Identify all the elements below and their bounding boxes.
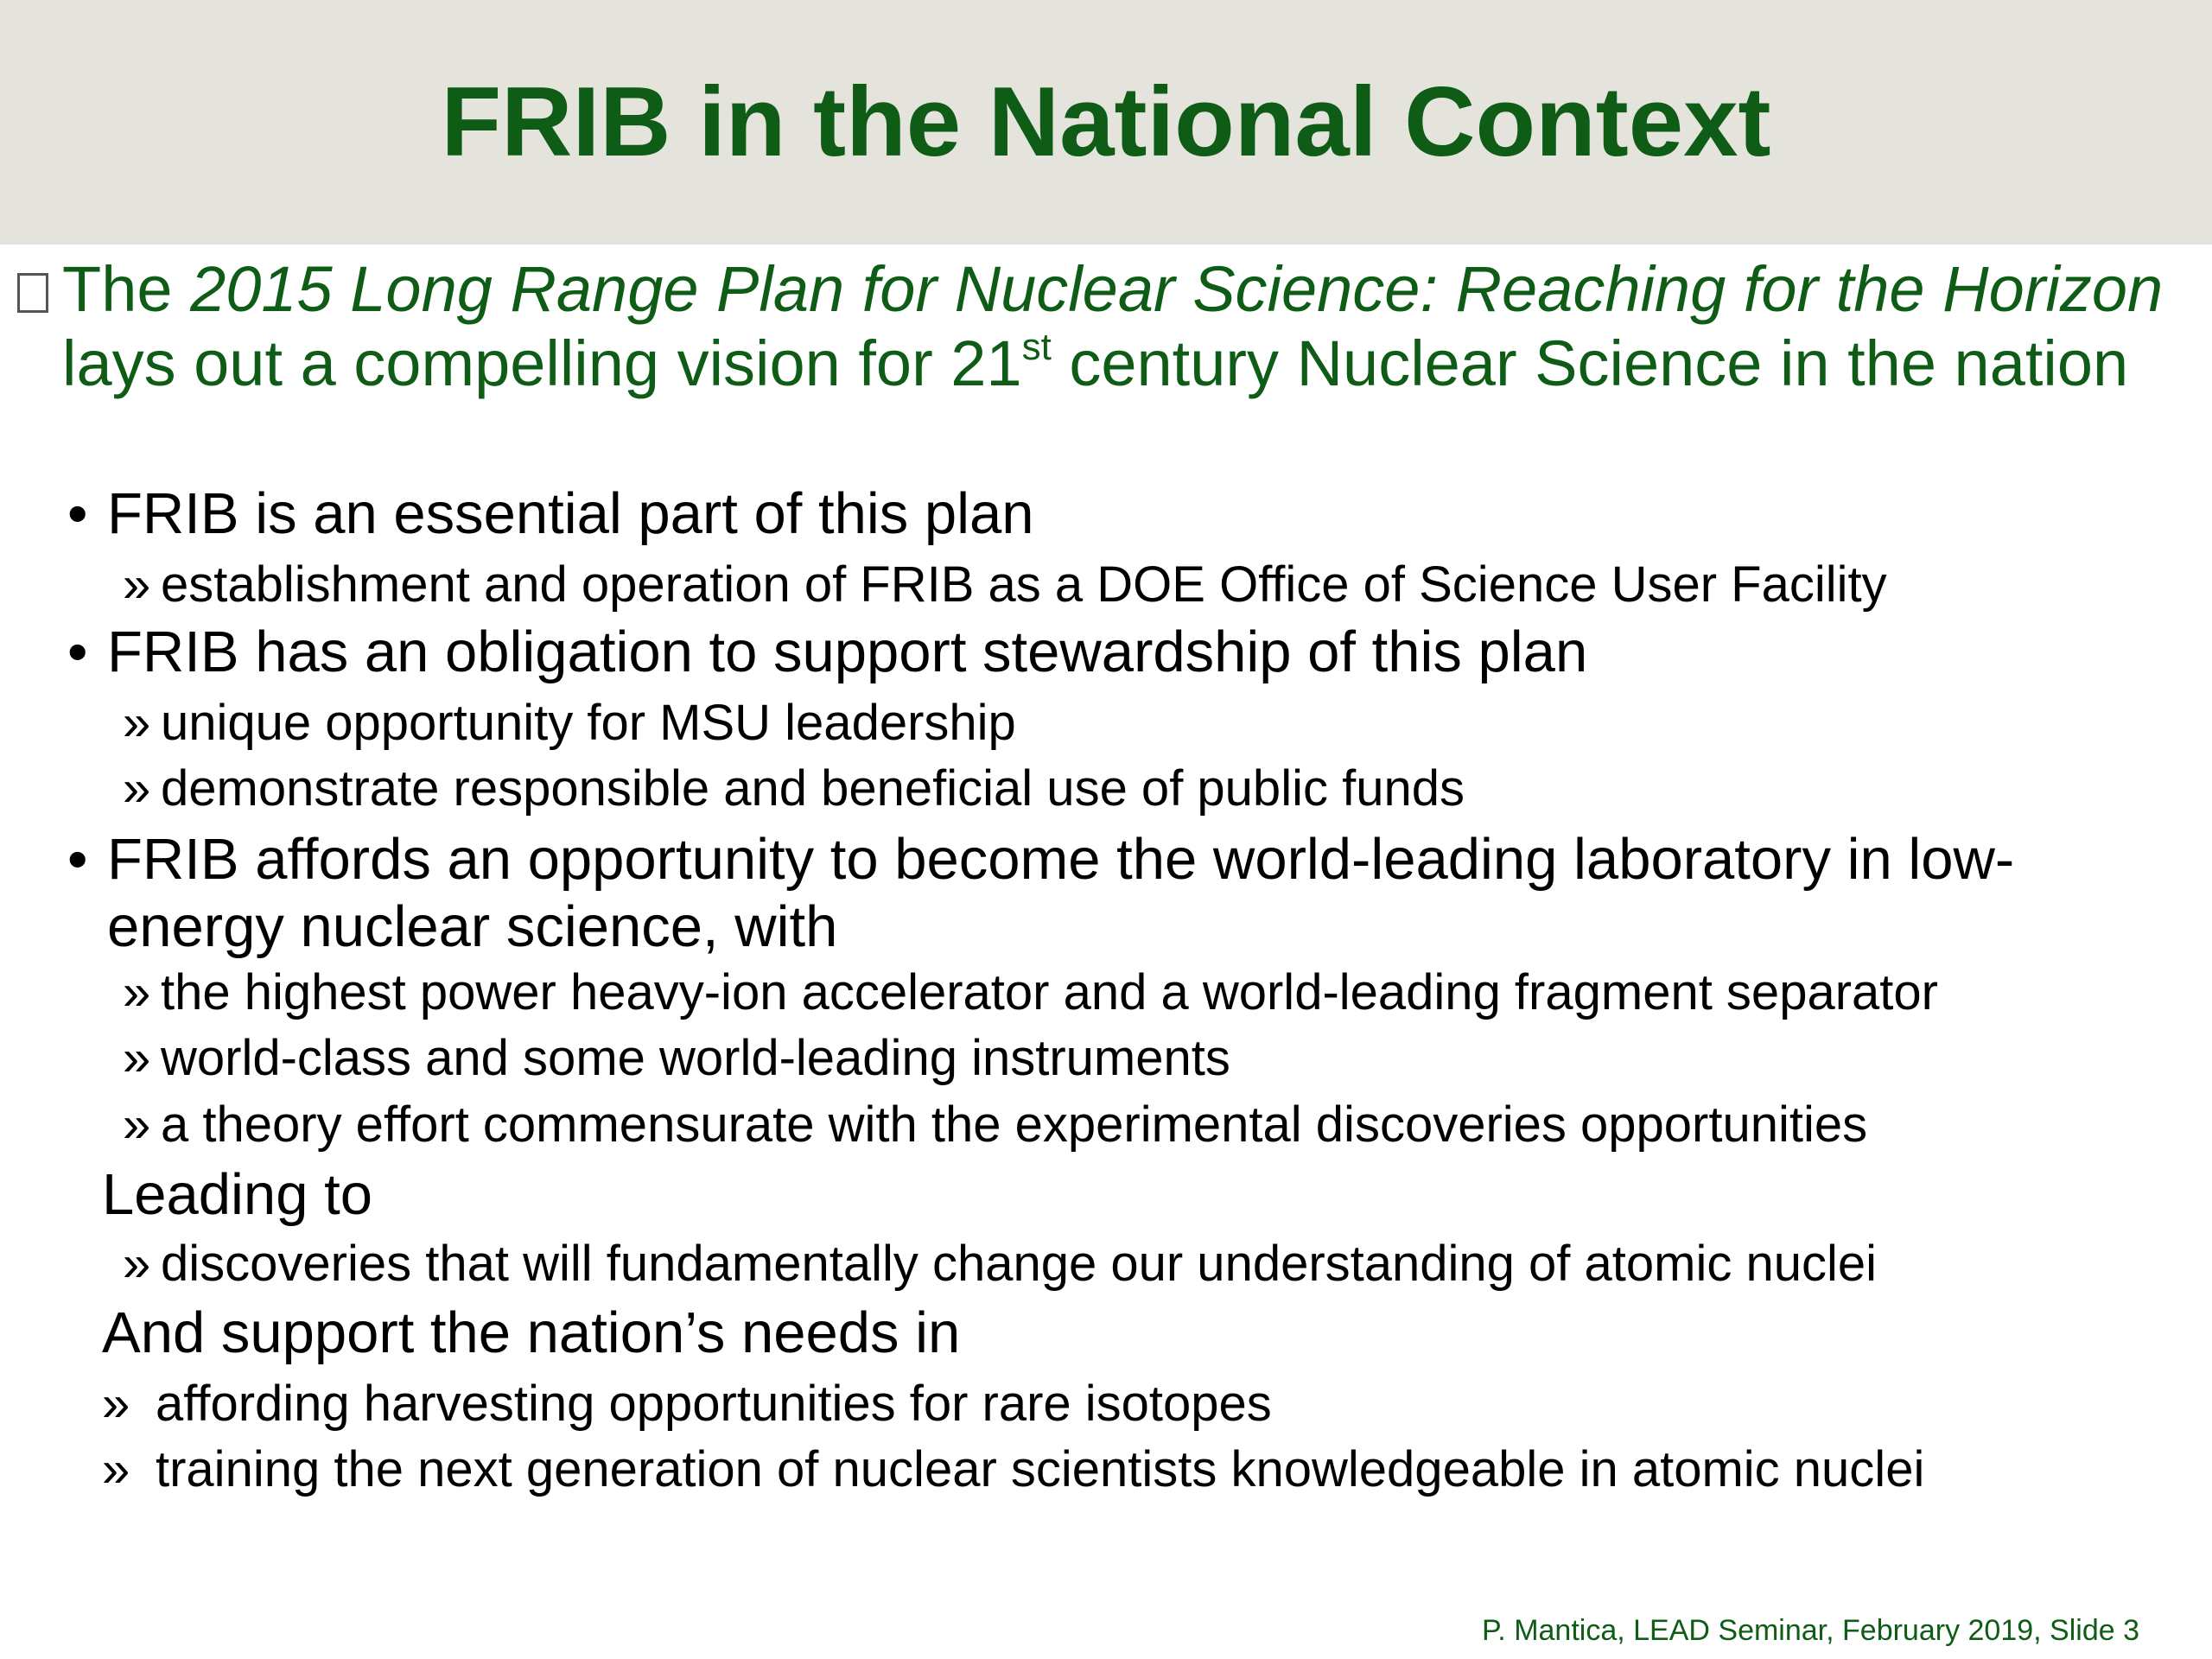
sub-bullet-text: the highest power heavy-ion accelerator and a world-leading fragment separator — [161, 964, 1938, 1020]
chevron-right-icon: » — [102, 1441, 130, 1497]
lead-italic-title: 2015 Long Range Plan for Nuclear Science: Reaching for the Horizon — [190, 253, 2164, 325]
sub-bullet-text: a theory effort commensurate with the experimental discoveries opportunities — [161, 1096, 1868, 1153]
slide-title: FRIB in the National Context — [441, 67, 1771, 177]
bullet-dot-icon: • — [67, 620, 88, 684]
sub-bullet-item — [123, 1028, 2179, 1089]
bullet-item — [67, 480, 2141, 548]
lead-post: century Nuclear Science in the nation — [1051, 327, 2129, 399]
sub-bullet-item — [123, 963, 2196, 1023]
sub-bullet-item — [102, 1440, 2176, 1500]
leading-to-label: Leading to — [102, 1162, 372, 1227]
sub-bullet-text: discoveries that will fundamentally change our understanding of atomic nuclei — [161, 1236, 1878, 1292]
sub-bullet-text: training the next generation of nuclear scientists knowledgeable in atomic nuclei — [156, 1441, 1925, 1497]
missing-glyph-box-icon — [17, 273, 48, 313]
lead-pre: The — [62, 253, 191, 325]
bullet-item — [67, 619, 2141, 686]
slide-footer: P. Mantica, LEAD Seminar, February 2019, Slide 3 — [1482, 1614, 2139, 1647]
sub-bullet-item — [123, 555, 2179, 615]
bullet-text: FRIB affords an opportunity to become the world-leading laboratory in low-energy nuclear science, with — [107, 827, 2015, 959]
sub-bullet-item — [123, 1095, 2179, 1155]
sub-bullet-text: affording harvesting opportunities for rare isotopes — [156, 1376, 1272, 1432]
bullet-dot-icon: • — [67, 481, 88, 546]
sub-bullet-text: demonstrate responsible and beneficial use of public funds — [161, 760, 1465, 817]
chevron-right-icon: » — [102, 1376, 130, 1432]
and-support-label: And support the nation’s needs in — [102, 1300, 961, 1365]
lead-text — [62, 252, 2195, 401]
sub-bullet-item — [102, 1374, 2176, 1434]
bullet-item — [67, 826, 2167, 961]
lead-superscript: st — [1021, 326, 1052, 368]
sub-bullet-text: world-class and some world-leading instruments — [161, 1030, 1230, 1086]
bullet-text: FRIB is an essential part of this plan — [107, 481, 1034, 546]
lead-paragraph — [17, 252, 2195, 401]
chevron-right-icon: » — [123, 1030, 151, 1086]
sub-bullet-text: unique opportunity for MSU leadership — [161, 695, 1016, 751]
sub-bullet-item — [123, 693, 2179, 753]
chevron-right-icon: » — [123, 964, 151, 1020]
chevron-right-icon: » — [123, 1096, 151, 1153]
lead-mid: lays out a compelling vision for 21 — [62, 327, 1022, 399]
sub-bullet-text: establishment and operation of FRIB as a DOE Office of Science User Facility — [161, 556, 1887, 613]
chevron-right-icon: » — [123, 760, 151, 817]
bullet-dot-icon: • — [67, 827, 88, 892]
bullet-text: FRIB has an obligation to support stewardship of this plan — [107, 620, 1588, 684]
sub-bullet-item — [123, 1234, 2179, 1294]
chevron-right-icon: » — [123, 1236, 151, 1292]
sub-bullet-item — [123, 759, 2179, 819]
chevron-right-icon: » — [123, 695, 151, 751]
chevron-right-icon: » — [123, 556, 151, 613]
